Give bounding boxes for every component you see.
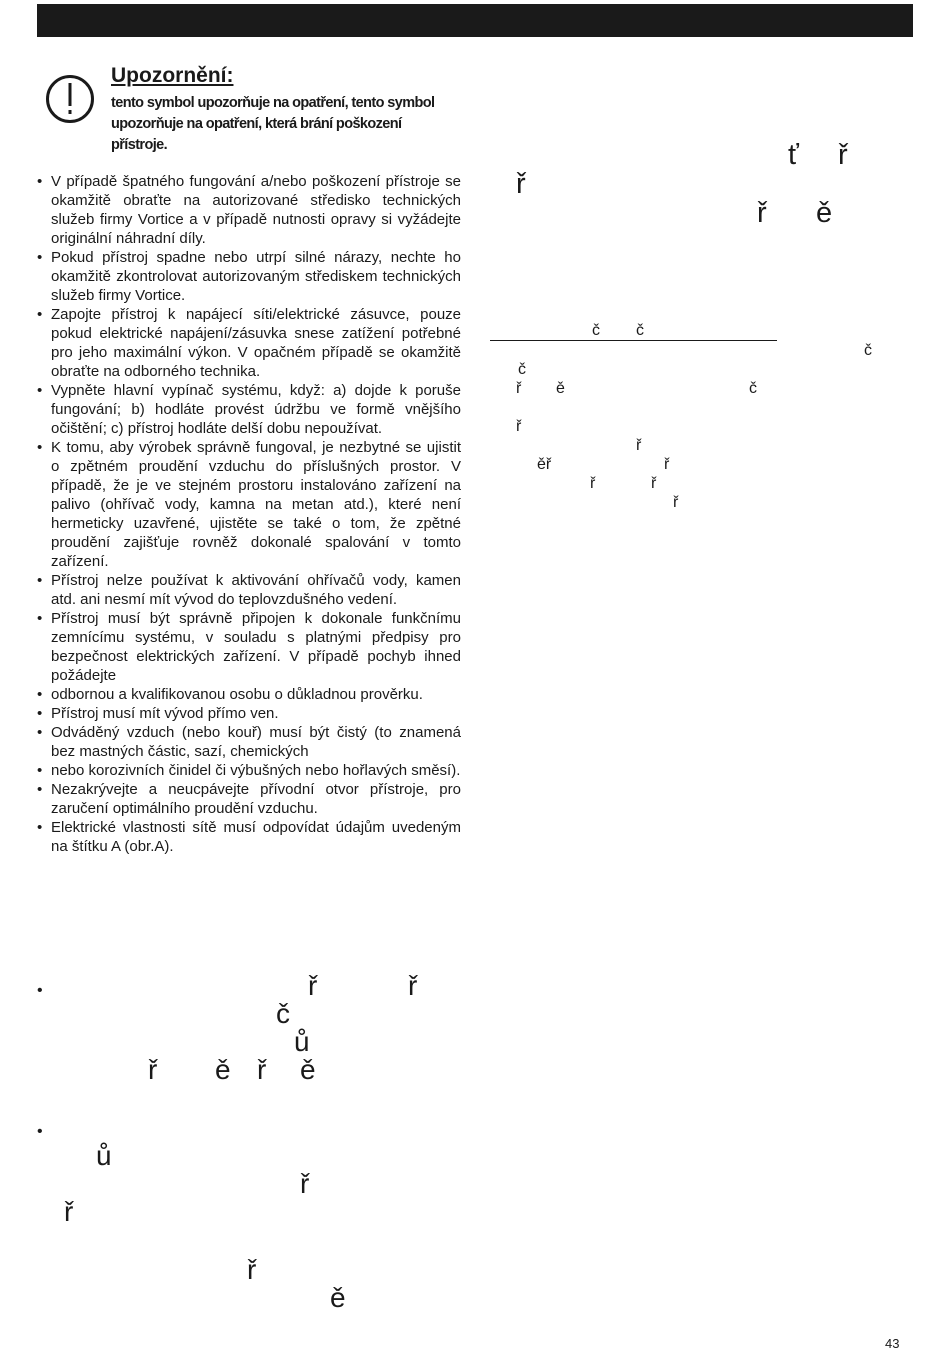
text-fragment: č [636, 322, 644, 339]
page-number: 43 [885, 1336, 900, 1351]
text-fragment: ť [788, 139, 799, 171]
text-fragment: č [592, 322, 600, 339]
text-fragment: ř [636, 437, 642, 454]
list-item: • Vypněte hlavní vypínač systému, když: a) dojde k poruše fungování; b) hodláte provést údržbu ve formě vnějšího očištění; c) přístroj hodláte delší dobu nepoužívat. [37, 381, 461, 438]
text-fragment: č [864, 342, 872, 359]
text-fragment: ř [516, 168, 526, 200]
safety-instructions-list [37, 172, 461, 856]
text-fragment: ř [247, 1254, 257, 1285]
bullet-marker: • [37, 1123, 43, 1140]
text-fragment: ř [838, 139, 848, 171]
text-fragment: ř [64, 1196, 74, 1227]
text-fragment: č [518, 361, 526, 378]
text-fragment: ř [408, 970, 418, 1001]
list-item: • K tomu, aby výrobek správně fungoval, je nezbytné se ujistit o zpětném proudění vzduchu do příslušných prostor. V případě, že je ve stejném prostoru instalováno zařízení na palivo (ohřívač vody, kamna na metan atd.), které není hermeticky uzavřené, ujistěte se také o tom, že zpětné proudění zajišťuje rovněž dokonalé spalování v tomto zařízení. [37, 438, 461, 571]
list-item: • Zapojte přístroj k napájecí síti/elektrické zásuvce, pouze pokud elektrické napájení/zásuvka snese zatížení potřebné pro jeho maximální výkon. V opačném případě se okamžitě obraťte na odborného technika. [37, 305, 461, 381]
text-fragment: ř [516, 380, 522, 397]
list-item-continuation [37, 685, 461, 704]
text-fragment: ř [590, 475, 596, 492]
text-fragment: ř [257, 1054, 267, 1085]
header-bar [37, 4, 913, 37]
list-item-continuation [37, 761, 461, 780]
continuation-text: odbornou a kvalifikovanou osobu o důkladnou prověrku. [51, 686, 423, 703]
list-item: • Pokud přístroj spadne nebo utrpí silné nárazy, nechte ho okamžitě zkontrolovat autorizovaným střediskem technických služeb firmy Vortice. [37, 248, 461, 305]
warning-exclamation-icon [45, 74, 95, 124]
continuation-text: nebo korozivních činidel či výbušných nebo hořlavých směsí). [51, 762, 461, 779]
warning-text: tento symbol upozorňuje na opatření, tento symbol upozorňuje na opatření, která brání poškození přístroje. [111, 95, 435, 153]
text-fragment: ě [556, 380, 565, 397]
text-fragment: ř [651, 475, 657, 492]
text-fragment: ě [215, 1054, 231, 1085]
text-fragment: č [749, 380, 757, 397]
list-item: • Přístroj nelze používat k aktivování ohřívačů vody, kamen atd. ani nesmí mít vývod do teplovzdušného vedení. [37, 571, 461, 609]
list-item: • Přístroj musí mít vývod přímo ven. [37, 704, 461, 723]
list-item: • Nezakrývejte a neucpávejte přívodní otvor přístroje, pro zaručení optimálního proudění vzduchu. [37, 780, 461, 818]
list-item: • Odváděný vzduch (nebo kouř) musí být čistý (to znamená bez mastných částic, sazí, chemických [37, 723, 461, 761]
text-fragment: ř [148, 1054, 158, 1085]
text-fragment: ů [96, 1140, 112, 1171]
text-fragment: ř [673, 494, 679, 511]
list-item: • Přístroj musí být správně připojen k dokonale funkčnímu zemnícímu systému, v souladu s platnými předpisy pro bezpečnost elektrických zařízení. V případě pochyb ihned požádejte [37, 609, 461, 685]
text-fragment: ř [757, 197, 767, 229]
text-fragment: ř [516, 418, 522, 435]
text-fragment: ř [300, 1168, 310, 1199]
warning-title: Upozornění: [111, 64, 234, 87]
text-fragment: ů [294, 1026, 310, 1057]
horizontal-rule [490, 340, 777, 341]
list-item: • Elektrické vlastnosti sítě musí odpovídat údajům uvedeným na štítku A (obr.A). [37, 818, 461, 856]
text-fragment: ě [816, 197, 833, 229]
text-fragment: č [276, 998, 290, 1029]
bullet-marker: • [37, 982, 43, 999]
text-fragment: ě [330, 1282, 346, 1313]
text-fragment: ě [300, 1054, 316, 1085]
text-fragment: ěř [537, 456, 552, 473]
text-fragment: ř [664, 456, 670, 473]
list-item: • V případě špatného fungování a/nebo poškození přístroje se okamžitě obraťte na autorizované středisko technických služeb firmy Vortice a v případě nutnosti opravy si vyžádejte originální náhradní díly. [37, 172, 461, 248]
text-fragment: ř [308, 970, 318, 1001]
